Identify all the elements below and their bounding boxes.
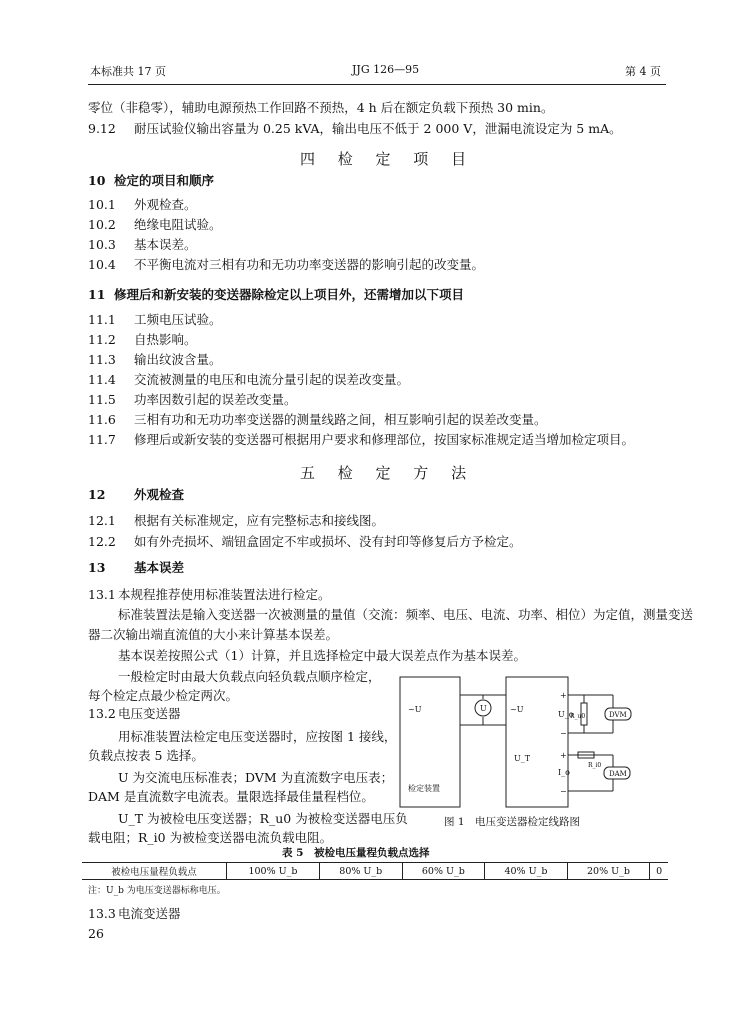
paragraph-line: 器二次输出端直流值的大小来计算基本误差。 xyxy=(88,627,339,642)
paragraph-line: DAM 是直流数字电流表。量限选择最佳量程档位。 xyxy=(88,789,374,804)
section-title-4: 四 检 定 项 目 xyxy=(300,150,476,168)
paragraph-13-1 xyxy=(88,587,331,603)
list-item xyxy=(88,372,409,388)
paragraph-continued: 零位（非稳零），辅助电源预热工作回路不预热，4 h 后在额定负载下预热 30 min。 xyxy=(88,100,554,115)
clause-title: 修理后和新安装的变送器除检定以上项目外，还需增加以下项目 xyxy=(114,287,465,302)
paragraph-line: 载电阻；R_i0 为被检变送器电流负载电阻。 xyxy=(88,830,333,845)
item-number: 12.2 xyxy=(88,534,116,549)
output-current-label: I_o xyxy=(558,768,570,777)
clause-number: 11 xyxy=(88,287,106,302)
list-item xyxy=(88,432,634,448)
paragraph-line: 基本误差按照公式（1）计算，并且选择检定中最大误差点作为基本误差。 xyxy=(118,648,526,663)
clause-number: 10 xyxy=(88,173,106,188)
figure-1-caption: 图 1 电压变送器检定线路图 xyxy=(444,816,581,828)
paragraph-13-2-heading xyxy=(88,706,181,722)
clause-title: 外观检查 xyxy=(134,487,185,502)
clause-title: 检定的项目和顺序 xyxy=(114,173,215,188)
figure-1-circuit-diagram xyxy=(398,675,670,810)
header-left: 本标准共 17 页 xyxy=(90,65,166,78)
item-number: 10.4 xyxy=(88,257,116,272)
list-item xyxy=(88,312,222,328)
item-number: 11.3 xyxy=(88,352,116,367)
item-number: 11.7 xyxy=(88,432,116,447)
table-cell: 80% U_b xyxy=(319,863,402,880)
item-text: 自热影响。 xyxy=(134,332,197,347)
item-text: 本规程推荐使用标准装置法进行检定。 xyxy=(118,587,331,602)
list-item xyxy=(88,412,547,428)
item-number: 13.1 xyxy=(88,587,116,602)
item-number: 12.1 xyxy=(88,513,116,528)
item-number: 11.6 xyxy=(88,412,116,427)
item-number: 13.3 xyxy=(88,906,116,921)
item-number: 11.5 xyxy=(88,392,116,407)
meter-label: U xyxy=(480,704,487,713)
table-5-caption: 表 5 被检电压量程负载点选择 xyxy=(282,847,430,859)
paragraph-line: 负载点按表 5 选择。 xyxy=(88,748,204,763)
paragraph-line: 一般检定时由最大负载点向轻负载点顺序检定， xyxy=(118,669,381,684)
plus-sign: + xyxy=(560,751,567,760)
clause-10-heading xyxy=(88,173,214,189)
dam-label: DAM xyxy=(609,770,627,778)
list-item xyxy=(88,352,222,368)
page-number: 26 xyxy=(88,926,104,941)
header-right: 第 4 页 xyxy=(625,65,661,78)
list-item xyxy=(88,257,484,273)
paragraph-line: 每个检定点最少检定两次。 xyxy=(88,688,239,703)
item-number: 11.2 xyxy=(88,332,116,347)
paragraph-13-3-heading xyxy=(88,906,181,922)
item-text: 基本误差。 xyxy=(134,237,197,252)
list-item xyxy=(88,534,522,550)
paragraph-line: 用标准装置法检定电压变送器时，应按图 1 接线， xyxy=(118,729,397,744)
paragraph-line: 标准装置法是输入变送器一次被测量的量值（交流：频率、电压、电流、功率、相位）为定值，测量变送 xyxy=(118,607,694,622)
minus-sign: − xyxy=(560,787,567,796)
item-text: 工频电压试验。 xyxy=(134,312,222,327)
list-item xyxy=(88,237,197,253)
clause-text: 耐压试验仪输出容量为 0.25 kVA，输出电压不低于 2 000 V，泄漏电流设定为 5 mA。 xyxy=(134,121,622,136)
section-title-5: 五 检 定 方 法 xyxy=(300,464,476,482)
table-row-header: 被检电压量程负载点 xyxy=(82,863,227,880)
source-label: ~U xyxy=(408,705,422,714)
table-cell: 40% U_b xyxy=(485,863,568,880)
paragraph-9-12 xyxy=(88,121,622,137)
table-5 xyxy=(82,862,668,880)
item-text: 不平衡电流对三相有功和无功功率变送器的影响引起的改变量。 xyxy=(134,257,485,272)
r-u-label: R_u0 xyxy=(570,713,586,720)
item-text: 功率因数引起的误差改变量。 xyxy=(134,392,297,407)
list-item xyxy=(88,197,197,213)
item-number: 10.3 xyxy=(88,237,116,252)
r-i-label: R_i0 xyxy=(588,762,602,769)
plus-sign: + xyxy=(560,691,567,700)
item-text: 如有外壳损坏、端钮盒固定不牢或损坏、没有封印等修复后方予检定。 xyxy=(134,534,522,549)
item-text: 三相有功和无功功率变送器的测量线路之间，相互影响引起的误差改变量。 xyxy=(134,412,547,427)
table-cell: 100% U_b xyxy=(227,863,320,880)
item-text: 修理后或新安装的变送器可根据用户要求和修理部位，按国家标准规定适当增加检定项目。 xyxy=(134,432,635,447)
device-label: 检定装置 xyxy=(408,784,440,793)
item-text: 绝缘电阻试验。 xyxy=(134,217,222,232)
item-number: 11.1 xyxy=(88,312,116,327)
list-item xyxy=(88,332,197,348)
item-number: 10.1 xyxy=(88,197,116,212)
dvm-label: DVM xyxy=(609,711,627,719)
table-row xyxy=(82,863,668,880)
list-item xyxy=(88,513,384,529)
clause-number: 9.12 xyxy=(88,121,116,136)
clause-number: 13 xyxy=(88,560,106,575)
clause-11-heading xyxy=(88,287,464,303)
transducer-box xyxy=(506,677,568,807)
header-rule xyxy=(88,84,666,85)
table-cell: 60% U_b xyxy=(402,863,485,880)
paragraph-line: U_T 为被检电压变送器；R_u0 为被检变送器电压负 xyxy=(118,811,408,826)
clause-13-heading xyxy=(88,560,184,576)
item-text: 根据有关标准规定，应有完整标志和接线图。 xyxy=(134,513,385,528)
item-number: 11.4 xyxy=(88,372,116,387)
table-cell: 20% U_b xyxy=(567,863,650,880)
item-text: 外观检查。 xyxy=(134,197,197,212)
minus-sign: − xyxy=(560,729,567,738)
item-text: 输出纹波含量。 xyxy=(134,352,222,367)
item-text: 电流变送器 xyxy=(118,906,181,921)
transducer-label: U_T xyxy=(514,754,531,763)
list-item xyxy=(88,392,297,408)
item-text: 交流被测量的电压和电流分量引起的误差改变量。 xyxy=(134,372,410,387)
list-item xyxy=(88,217,222,233)
clause-number: 12 xyxy=(88,487,106,502)
table-cell: 0 xyxy=(650,863,668,880)
output-voltage-label: U_o xyxy=(558,710,574,719)
item-number: 10.2 xyxy=(88,217,116,232)
item-number: 13.2 xyxy=(88,706,116,721)
clause-12-heading xyxy=(88,487,184,503)
table-5-note: 注：U_b 为电压变送器标称电压。 xyxy=(88,886,226,896)
paragraph-line: U 为交流电压标准表；DVM 为直流数字电压表； xyxy=(118,770,394,785)
header-center: JJG 126—95 xyxy=(352,63,420,76)
clause-title: 基本误差 xyxy=(134,560,185,575)
item-text: 电压变送器 xyxy=(118,706,181,721)
transducer-input-label: ~U xyxy=(510,705,524,714)
